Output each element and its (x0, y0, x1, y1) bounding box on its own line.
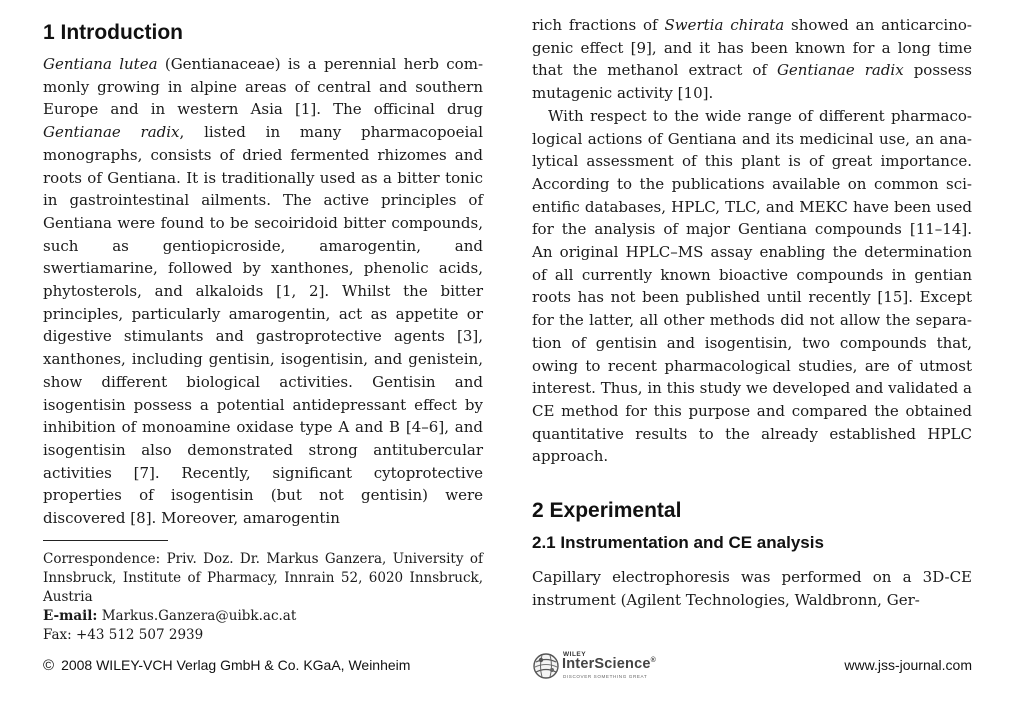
logo-tagline: DISCOVER SOMETHING GREAT (563, 674, 648, 679)
logo-wiley-text: WILEY (563, 651, 587, 658)
fax-label: Fax: (43, 626, 72, 643)
text-run: rich fractions of (532, 16, 665, 34)
registered-mark: ® (650, 657, 656, 665)
email-label: E-mail: (43, 607, 98, 624)
text-run: , listed in many pharmacopoeial monographs, consists of dried fermented rhizomes and roots of Gentiana. It is traditionally used as a bitter tonic in gastrointestinal ailments. The active principles of Gentiana were found to be secoiridoid bitter compounds, such as gentiopicroside, amarogentin, and swertiamarine, followed by xanthones, phenolic acids, phytosterols, and alkaloids [1, 2]. Whilst the bitter principles, particularly amarogentin, act as appetite or digestive stimulants and gastroprotective agents [3], xanthones, including gentisin, isogentisin, and genistein, show different biological activities. Gentisin and isogentisin possess a potential antidepressant effect by inhibition of monoamine oxidase type A and B [4–6], and isogentisin also demonstrated strong antitubercular activities [7]. Recently, significant cytoprotective properties of isogentisin (but not gentisin) were discovered [8]. Moreover, amarogentin (43, 123, 484, 528)
subsection-heading-instrumentation: 2.1 Instrumentation and CE analysis (532, 533, 824, 553)
drug-name: Gentianae radix (43, 123, 180, 142)
text-run: (Gentianaceae) is a perennial herb commonly growing in alpine areas of central and southern Europe and in western Asia [1]. The officinal drug (43, 55, 484, 119)
right-column (532, 14, 972, 611)
logo-wordmark (562, 656, 656, 672)
copyright-symbol: © (43, 657, 55, 674)
analysis-paragraph: With respect to the wide range of different pharmacological actions of Gentiana and its medicinal use, an analytical assessment of this plant is of great importance. According to the publications available on common scientific databases, HPLC, TLC, and MEKC have been used for the analysis of major Gentiana compounds [11–14]. An original HPLC–MS assay enabling the determination of all currently known bioactive compounds in gentian roots has not been published until recently [15]. Except for the latter, all other methods did not allow the separation of gentisin and isogentisin, two compounds that, owing to recent pharmacological studies, are of utmost interest. Thus, in this study we developed and validated a CE method for this purpose and compared the obtained quantitative results to the already established HPLC approach. (532, 106, 972, 466)
species-name: Swertia chirata (664, 16, 785, 34)
species-name: Gentiana lutea (43, 55, 158, 73)
globe-icon (532, 652, 560, 680)
section-heading-experimental: 2 Experimental (532, 499, 682, 523)
copyright-notice (43, 657, 410, 674)
text-run: showed an anticarcinogenic effect [9], and it has been known for a long time that the methanol extract of (532, 16, 972, 80)
correspondence-label: Correspondence: (43, 550, 161, 567)
instrumentation-paragraph: Capillary electrophoresis was performed on a 3D-CE instrument (Agilent Technologies, Waldbronn, Ger- (532, 568, 972, 609)
page-footer (43, 651, 972, 681)
continued-paragraph (532, 14, 972, 105)
left-column (43, 14, 483, 645)
correspondence-note (43, 550, 483, 607)
correspondence-address: Priv. Doz. Dr. Markus Ganzera, University of Innsbruck, Institute of Pharmacy, Innrain 52, 6020 Innsbruck, Austria (43, 550, 483, 605)
introduction-paragraph (43, 53, 483, 530)
footnote-rule (43, 540, 168, 541)
text-run: possess mutagenic activity [10]. (532, 61, 972, 103)
email-address: Markus.Ganzera@uibk.ac.at (97, 607, 297, 624)
fax-line (43, 626, 483, 645)
section-heading-introduction: 1 Introduction (43, 21, 183, 44)
email-line (43, 607, 483, 626)
logo-main-text: InterScience (562, 656, 651, 672)
drug-name: Gentianae radix (776, 61, 904, 80)
copyright-text: 2008 WILEY-VCH Verlag GmbH & Co. KGaA, Weinheim (61, 657, 411, 673)
interscience-logo (532, 651, 667, 681)
fax-number: +43 512 507 2939 (71, 626, 204, 643)
journal-url: www.jss-journal.com (844, 657, 972, 673)
